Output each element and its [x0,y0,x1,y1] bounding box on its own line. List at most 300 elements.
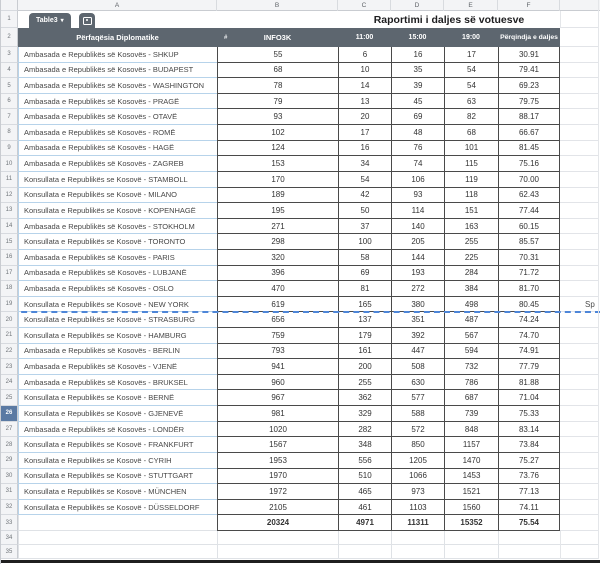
t15-cell[interactable]: 205 [391,234,444,250]
embassy-name-cell[interactable]: Konsullata e Republikës se Kosovë - GJENEVË [18,406,217,422]
percent-cell[interactable]: 83.14 [498,422,560,438]
row-number-31[interactable]: 31 [1,484,18,500]
percent-cell[interactable]: 85.57 [498,234,560,250]
table-row [1,453,600,469]
g-cell[interactable] [560,390,598,406]
t11-cell[interactable]: 16 [338,141,391,157]
g-cell[interactable] [560,250,598,266]
header-15-00[interactable]: 15:00 [408,34,427,41]
row-number-34[interactable]: 34 [1,531,18,545]
header-turnout-percent[interactable]: Përqindja e daljes [500,34,558,41]
empty-cell[interactable] [217,531,338,545]
empty-cell[interactable] [498,545,560,559]
g-cell[interactable] [560,234,598,250]
t19-cell[interactable]: 1157 [444,437,498,453]
t11-cell[interactable]: 461 [338,500,391,516]
percent-cell[interactable]: 70.31 [498,250,560,266]
row-number-10[interactable]: 10 [1,156,18,172]
embassy-name-cell[interactable]: Ambasada e Republikës së Kosovës - PARIS [18,250,217,266]
row-number-9[interactable]: 9 [1,141,18,157]
g-cell[interactable] [560,484,598,500]
percent-cell[interactable]: 88.17 [498,109,560,125]
t11-cell[interactable]: 42 [338,188,391,204]
row-number-16[interactable]: 16 [1,250,18,266]
t11-cell[interactable]: 362 [338,390,391,406]
column-letter-C[interactable]: C [338,0,391,11]
row-number-3[interactable]: 3 [1,47,18,63]
percent-cell[interactable]: 62.43 [498,188,560,204]
embassy-name-cell[interactable]: Ambasada e Republikës së Kosovës - SHKUP [18,47,217,63]
info3k-cell[interactable]: 195 [217,203,338,219]
info3k-cell[interactable]: 153 [217,156,338,172]
table-row [1,437,600,453]
row-number-6[interactable]: 6 [1,94,18,110]
table-row [1,406,600,422]
t11-cell[interactable]: 465 [338,484,391,500]
total-percent-cell[interactable]: 75.54 [498,515,560,531]
t11-cell[interactable]: 20 [338,109,391,125]
t19-cell[interactable]: 17 [444,47,498,63]
t11-cell[interactable]: 282 [338,422,391,438]
t11-cell[interactable]: 165 [338,297,391,313]
g-cell[interactable] [560,47,598,63]
empty-cell[interactable] [391,531,444,545]
g-cell[interactable] [560,156,598,172]
info3k-cell[interactable]: 124 [217,141,338,157]
embassy-name-cell[interactable]: Konsullata e Republikës se Kosovë - KOPENHAGË [18,203,217,219]
row-number-7[interactable]: 7 [1,109,18,125]
total-t19-cell[interactable]: 15352 [444,515,498,531]
t19-cell[interactable]: 118 [444,188,498,204]
table-row [1,500,600,516]
embassy-name-cell[interactable]: Ambasada e Republikës së Kosovës - ROMË [18,125,217,141]
row-number-23[interactable]: 23 [1,359,18,375]
row-number-5[interactable]: 5 [1,78,18,94]
column-letter-B[interactable]: B [217,0,338,11]
percent-cell[interactable]: 71.72 [498,266,560,282]
t15-cell[interactable]: 144 [391,250,444,266]
t19-cell[interactable]: 594 [444,344,498,360]
g-cell[interactable] [560,375,598,391]
grid-vline [598,0,599,559]
embassy-name-cell[interactable]: Konsullata e Republikës se Kosovë - STAMBOLL [18,172,217,188]
empty-cell[interactable] [391,545,444,559]
info3k-cell[interactable]: 78 [217,78,338,94]
t15-cell[interactable]: 193 [391,266,444,282]
t15-cell[interactable]: 380 [391,297,444,313]
table-options-button[interactable] [79,13,95,28]
row-number-24[interactable]: 24 [1,375,18,391]
t19-cell[interactable]: 498 [444,297,498,313]
g-cell[interactable] [560,422,598,438]
g-cell[interactable] [560,125,598,141]
info3k-cell[interactable]: 960 [217,375,338,391]
total-t15-cell[interactable]: 11311 [391,515,444,531]
embassy-name-cell[interactable]: Ambasada e Republikës së Kosovës - OTAVË [18,109,217,125]
percent-cell[interactable]: 74.91 [498,344,560,360]
t19-cell[interactable]: 82 [444,109,498,125]
info3k-cell[interactable]: 1970 [217,469,338,485]
t19-cell[interactable]: 151 [444,203,498,219]
empty-cell[interactable] [338,531,391,545]
percent-cell[interactable]: 73.76 [498,469,560,485]
embassy-name-cell[interactable]: Konsullata e Republikës se Kosovë - MILANO [18,188,217,204]
embassy-name-cell[interactable]: Konsullata e Republikës se Kosovë - MÜNCHEN [18,484,217,500]
info3k-cell[interactable]: 967 [217,390,338,406]
info3k-cell[interactable]: 981 [217,406,338,422]
info3k-cell[interactable]: 1972 [217,484,338,500]
clipped-side-text[interactable]: Sp [585,300,595,309]
t19-cell[interactable]: 1560 [444,500,498,516]
t11-cell[interactable]: 556 [338,453,391,469]
table-row [1,344,600,360]
percent-cell[interactable]: 79.41 [498,63,560,79]
row-number-8[interactable]: 8 [1,125,18,141]
info3k-cell[interactable]: 2105 [217,500,338,516]
t15-cell[interactable]: 35 [391,63,444,79]
percent-cell[interactable]: 74.70 [498,328,560,344]
percent-cell[interactable]: 60.15 [498,219,560,235]
t11-cell[interactable]: 54 [338,172,391,188]
row-number-13[interactable]: 13 [1,203,18,219]
t11-cell[interactable]: 10 [338,63,391,79]
row-number-28[interactable]: 28 [1,437,18,453]
percent-cell[interactable]: 79.75 [498,94,560,110]
column-letter-E[interactable]: E [444,0,498,11]
row-number-11[interactable]: 11 [1,172,18,188]
t15-cell[interactable]: 588 [391,406,444,422]
embassy-name-cell[interactable]: Ambasada e Republikës së Kosovës - LUBJANË [18,266,217,282]
embassy-name-cell[interactable]: Konsullata e Republikës se Kosovë - CYRIH [18,453,217,469]
t11-cell[interactable]: 34 [338,156,391,172]
info3k-cell[interactable]: 79 [217,94,338,110]
table-row [1,266,600,282]
embassy-name-cell[interactable]: Konsullata e Republikës se Kosovë - DÜSSELDORF [18,500,217,516]
embassy-name-cell[interactable]: Konsullata e Republikës se Kosovë - STUTTGART [18,469,217,485]
row-number-4[interactable]: 4 [1,63,18,79]
info3k-cell[interactable]: 1953 [217,453,338,469]
t11-cell[interactable]: 510 [338,469,391,485]
t19-cell[interactable]: 687 [444,390,498,406]
empty-cell[interactable] [18,545,217,559]
info3k-cell[interactable]: 1020 [217,422,338,438]
percent-cell[interactable]: 81.70 [498,281,560,297]
empty-name-cell[interactable] [18,515,217,531]
t15-cell[interactable]: 630 [391,375,444,391]
column-letter-A[interactable]: A [18,0,217,11]
t15-cell[interactable]: 1205 [391,453,444,469]
g-cell[interactable] [560,109,598,125]
percent-cell[interactable]: 77.44 [498,203,560,219]
t11-cell[interactable]: 14 [338,78,391,94]
t15-cell[interactable]: 140 [391,219,444,235]
total-info3k-cell[interactable]: 20324 [217,515,338,531]
embassy-name-cell[interactable]: Ambasada e Republikës së Kosovës - ZAGREB [18,156,217,172]
info3k-cell[interactable]: 271 [217,219,338,235]
embassy-name-cell[interactable]: Ambasada e Republikës së Kosovës - LONDËR [18,422,217,438]
row-number-30[interactable]: 30 [1,469,18,485]
t19-cell[interactable]: 225 [444,250,498,266]
empty-cell[interactable] [444,531,498,545]
embassy-name-cell[interactable]: Ambasada e Republikës së Kosovës - WASHINGTON [18,78,217,94]
info3k-cell[interactable]: 793 [217,344,338,360]
g-cell[interactable] [560,63,598,79]
g-cell[interactable] [560,312,598,328]
g-cell[interactable] [560,11,598,28]
g-cell[interactable] [560,469,598,485]
t19-cell[interactable]: 567 [444,328,498,344]
t15-cell[interactable]: 93 [391,188,444,204]
t11-cell[interactable]: 161 [338,344,391,360]
table-menu-icon [83,17,92,25]
t15-cell[interactable]: 45 [391,94,444,110]
embassy-name-cell[interactable]: Konsullata e Republikës se Kosovë - TORONTO [18,234,217,250]
row-number-1[interactable]: 1 [1,11,18,28]
info3k-cell[interactable]: 619 [217,297,338,313]
t11-cell[interactable]: 329 [338,406,391,422]
g-cell[interactable] [560,344,598,360]
percent-cell[interactable]: 81.45 [498,141,560,157]
t11-cell[interactable]: 37 [338,219,391,235]
empty-row [1,545,600,559]
t11-cell[interactable]: 13 [338,94,391,110]
row-number-21[interactable]: 21 [1,328,18,344]
t11-cell[interactable]: 348 [338,437,391,453]
info3k-cell[interactable]: 759 [217,328,338,344]
t15-cell[interactable]: 577 [391,390,444,406]
percent-cell[interactable]: 73.84 [498,437,560,453]
g-cell[interactable] [560,359,598,375]
percent-cell[interactable]: 69.23 [498,78,560,94]
embassy-name-cell[interactable]: Ambasada e Republikës së Kosovës - BERLIN [18,344,217,360]
g-cell[interactable] [560,219,598,235]
row-number-19[interactable]: 19 [1,297,18,313]
total-t11-cell[interactable]: 4971 [338,515,391,531]
t11-cell[interactable]: 58 [338,250,391,266]
t19-cell[interactable]: 54 [444,63,498,79]
empty-cell[interactable] [217,545,338,559]
percent-cell[interactable]: 75.33 [498,406,560,422]
g-cell[interactable] [560,266,598,282]
t19-cell[interactable]: 848 [444,422,498,438]
info3k-cell[interactable]: 396 [217,266,338,282]
g-cell[interactable] [560,172,598,188]
hash-icon: # [224,34,228,41]
embassy-name-cell[interactable]: Konsullata e Republikës se Kosovë - BERNË [18,390,217,406]
embassy-name-cell[interactable]: Konsullata e Republikës se Kosovë - HAMBURG [18,328,217,344]
info3k-cell[interactable]: 656 [217,312,338,328]
row-number-33[interactable]: 33 [1,515,18,531]
percent-cell[interactable]: 74.24 [498,312,560,328]
t19-cell[interactable]: 487 [444,312,498,328]
t15-cell[interactable]: 508 [391,359,444,375]
t15-cell[interactable]: 850 [391,437,444,453]
t19-cell[interactable]: 68 [444,125,498,141]
row-number-26[interactable]: 26 [1,406,18,422]
g-cell[interactable] [560,437,598,453]
row-number-22[interactable]: 22 [1,344,18,360]
info3k-cell[interactable]: 93 [217,109,338,125]
row-number-14[interactable]: 14 [1,219,18,235]
t19-cell[interactable]: 284 [444,266,498,282]
info3k-cell[interactable]: 1567 [217,437,338,453]
t15-cell[interactable]: 16 [391,47,444,63]
empty-cell[interactable] [498,531,560,545]
info3k-cell[interactable]: 68 [217,63,338,79]
t11-cell[interactable]: 255 [338,375,391,391]
empty-cell[interactable] [560,531,598,545]
t11-cell[interactable]: 81 [338,281,391,297]
t15-cell[interactable]: 69 [391,109,444,125]
header-info3k[interactable] [217,28,338,47]
row-number-20[interactable]: 20 [1,312,18,328]
g-cell[interactable] [560,500,598,516]
t19-cell[interactable]: 1470 [444,453,498,469]
t11-cell[interactable]: 100 [338,234,391,250]
g-cell[interactable] [560,141,598,157]
g-cell[interactable] [560,28,598,47]
g-cell[interactable] [560,78,598,94]
percent-cell[interactable]: 81.88 [498,375,560,391]
percent-cell[interactable]: 71.04 [498,390,560,406]
info3k-cell[interactable]: 170 [217,172,338,188]
t19-cell[interactable]: 255 [444,234,498,250]
row-number-12[interactable]: 12 [1,188,18,204]
embassy-name-cell[interactable]: Konsullata e Republikës se Kosovë - STRASBURG [18,312,217,328]
g-cell[interactable] [560,406,598,422]
row-number-2[interactable]: 2 [1,28,18,47]
g-cell[interactable] [560,94,598,110]
embassy-name-cell[interactable]: Ambasada e Republikës së Kosovës - OSLO [18,281,217,297]
row-number-29[interactable]: 29 [1,453,18,469]
empty-cell[interactable] [338,545,391,559]
row-number-15[interactable]: 15 [1,234,18,250]
percent-cell[interactable]: 75.27 [498,453,560,469]
row-number-32[interactable]: 32 [1,500,18,516]
percent-cell[interactable]: 30.91 [498,47,560,63]
t15-cell[interactable]: 1103 [391,500,444,516]
t19-cell[interactable]: 163 [444,219,498,235]
t19-cell[interactable]: 63 [444,94,498,110]
empty-cell[interactable] [18,531,217,545]
g-cell[interactable] [560,188,598,204]
t11-cell[interactable]: 137 [338,312,391,328]
info3k-cell[interactable]: 320 [217,250,338,266]
percent-cell[interactable]: 74.11 [498,500,560,516]
info3k-cell[interactable]: 102 [217,125,338,141]
info3k-cell[interactable]: 470 [217,281,338,297]
embassy-name-cell[interactable]: Ambasada e Republikës së Kosovës - PRAGË [18,94,217,110]
table-row [1,125,600,141]
table-name-label: Table3 [36,17,58,24]
t15-cell[interactable]: 39 [391,78,444,94]
empty-cell[interactable] [444,545,498,559]
header-11-00[interactable]: 11:00 [355,34,374,41]
t19-cell[interactable]: 115 [444,156,498,172]
table-row [1,47,600,63]
t11-cell[interactable]: 17 [338,125,391,141]
t11-cell[interactable]: 50 [338,203,391,219]
header-19-00[interactable]: 19:00 [462,34,480,41]
row-number-27[interactable]: 27 [1,422,18,438]
embassy-name-cell[interactable]: Ambasada e Republikës së Kosovës - BRUKSEL [18,375,217,391]
t19-cell[interactable]: 54 [444,78,498,94]
table-row [1,219,600,235]
t15-cell[interactable]: 106 [391,172,444,188]
t11-cell[interactable]: 6 [338,47,391,63]
g-cell[interactable] [560,515,598,531]
percent-cell[interactable]: 70.00 [498,172,560,188]
embassy-name-cell[interactable]: Ambasada e Republikës së Kosovës - BUDAPEST [18,63,217,79]
t15-cell[interactable]: 973 [391,484,444,500]
t19-cell[interactable]: 786 [444,375,498,391]
info3k-cell[interactable]: 189 [217,188,338,204]
embassy-name-cell[interactable]: Konsullata e Republikës se Kosovë - NEW YORK [18,297,217,313]
embassy-name-cell[interactable]: Ambasada e Republikës së Kosovës - STOKHOLM [18,219,217,235]
t19-cell[interactable]: 1453 [444,469,498,485]
t19-cell[interactable]: 732 [444,359,498,375]
t15-cell[interactable]: 74 [391,156,444,172]
select-all-corner[interactable] [1,0,18,11]
column-letter-D[interactable]: D [391,0,444,11]
t11-cell[interactable]: 200 [338,359,391,375]
empty-cell[interactable] [560,545,598,559]
t19-cell[interactable]: 384 [444,281,498,297]
t11-cell[interactable]: 179 [338,328,391,344]
t15-cell[interactable]: 1066 [391,469,444,485]
table-row [1,109,600,125]
embassy-name-cell[interactable]: Konsullata e Republikës se Kosovë - FRANKFURT [18,437,217,453]
row-number-35[interactable]: 35 [1,545,18,559]
percent-cell[interactable]: 80.45 [498,297,560,313]
t15-cell[interactable]: 351 [391,312,444,328]
percent-cell[interactable]: 77.13 [498,484,560,500]
info3k-cell[interactable]: 941 [217,359,338,375]
header-diplomatic-mission[interactable]: Përfaqësia Diplomatike [76,33,159,42]
info3k-cell[interactable]: 55 [217,47,338,63]
row-number-17[interactable]: 17 [1,266,18,282]
info3k-cell[interactable]: 298 [217,234,338,250]
row-number-18[interactable]: 18 [1,281,18,297]
t11-cell[interactable]: 69 [338,266,391,282]
t15-cell[interactable]: 272 [391,281,444,297]
t19-cell[interactable]: 101 [444,141,498,157]
table-row [1,141,600,157]
t15-cell[interactable]: 447 [391,344,444,360]
t19-cell[interactable]: 1521 [444,484,498,500]
t19-cell[interactable]: 739 [444,406,498,422]
column-letter-F[interactable]: F [498,0,560,11]
header-info3k-label: INFO3K [263,33,292,42]
t15-cell[interactable]: 48 [391,125,444,141]
percent-cell[interactable]: 66.67 [498,125,560,141]
percent-cell[interactable]: 75.16 [498,156,560,172]
g-cell[interactable] [560,328,598,344]
g-cell[interactable] [560,281,598,297]
embassy-name-cell[interactable]: Ambasada e Republikës së Kosovës - VJENË [18,359,217,375]
t15-cell[interactable]: 572 [391,422,444,438]
embassy-name-cell[interactable]: Ambasada e Republikës së Kosovës - HAGË [18,141,217,157]
row-number-25[interactable]: 25 [1,390,18,406]
table-name-tab[interactable] [29,13,71,28]
t15-cell[interactable]: 114 [391,203,444,219]
t19-cell[interactable]: 119 [444,172,498,188]
g-cell[interactable] [560,203,598,219]
t15-cell[interactable]: 76 [391,141,444,157]
g-cell[interactable] [560,453,598,469]
percent-cell[interactable]: 77.79 [498,359,560,375]
t15-cell[interactable]: 392 [391,328,444,344]
